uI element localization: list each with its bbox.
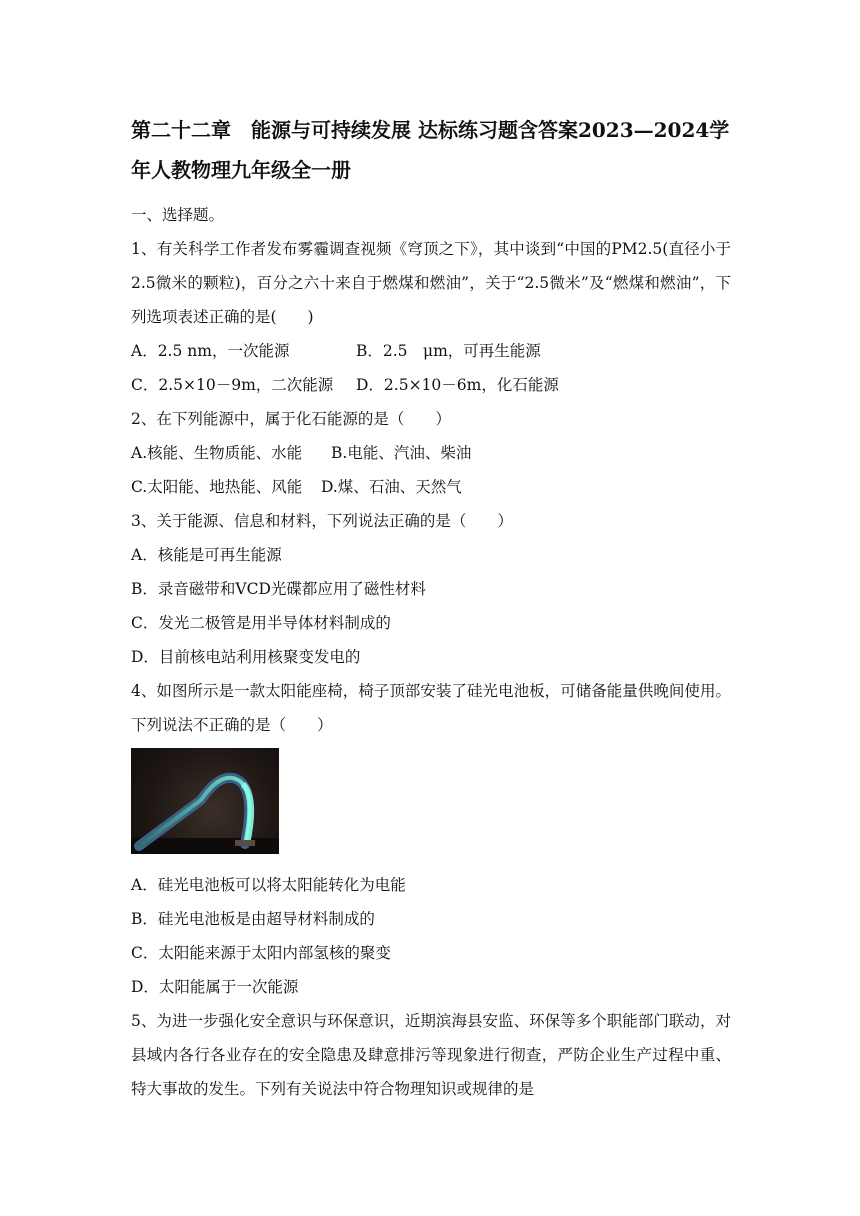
question-2-options-row-2: [131, 470, 731, 504]
question-1-option-c: C．2.5×10－9m，二次能源: [131, 376, 334, 394]
question-2-option-b: B.电能、汽油、柴油: [331, 444, 472, 462]
section-heading: 一、选择题。: [131, 206, 225, 224]
question-3-option-a: A．核能是可再生能源: [131, 546, 282, 564]
question-3-option-d: D．目前核电站利用核聚变发电的: [131, 648, 361, 666]
question-1-option-d: D．2.5×10－6m，化石能源: [356, 376, 559, 394]
document-title: 第二十二章 能源与可持续发展 达标练习题含答案2023—2024学年人教物理九年级全一册: [131, 118, 730, 182]
question-1-options-row-2: [131, 368, 731, 402]
question-4-option-d: D．太阳能属于一次能源: [131, 978, 299, 996]
question-2-stem: 2、在下列能源中，属于化石能源的是（ ）: [131, 410, 451, 428]
document-body: [131, 110, 731, 1106]
question-4-option-c: C．太阳能来源于太阳内部氢核的聚变: [131, 944, 391, 962]
question-3-option-b: B．录音磁带和VCD光碟都应用了磁性材料: [131, 580, 426, 598]
question-2-option-a: A.核能、生物质能、水能: [131, 444, 303, 462]
question-5-stem: 5、为进一步强化安全意识与环保意识，近期滨海县安监、环保等多个职能部门联动，对县域内各行各业存在的安全隐患及肆意排污等现象进行彻查，严防企业生产过程中重、特大事故的发生。下列有关说法中符合物理知识或规律的是: [131, 1012, 731, 1098]
question-1-stem: 1、有关科学工作者发布雾霾调查视频《穹顶之下》，其中谈到“中国的PM2.5(直径小于2.5微米的颗粒)，百分之六十来自于燃煤和燃油”，关于“2.5微米”及“燃煤和燃油”，下列选项表述正确的是( ): [131, 240, 731, 326]
question-2-options-row-1: [131, 436, 731, 470]
question-2-option-c: C.太阳能、地热能、风能: [131, 478, 303, 496]
question-1-option-a: A．2.5 nm，一次能源: [131, 342, 290, 360]
solar-chair-photo: [131, 748, 279, 854]
question-2-option-d: D.煤、石油、天然气: [321, 478, 462, 496]
question-3-option-c: C．发光二极管是用半导体材料制成的: [131, 614, 391, 632]
question-4-option-b: B．硅光电池板是由超导材料制成的: [131, 910, 375, 928]
question-3-stem: 3、关于能源、信息和材料，下列说法正确的是（ ）: [131, 512, 513, 530]
question-1-options-row-1: [131, 334, 731, 368]
question-4-stem: 4、如图所示是一款太阳能座椅，椅子顶部安装了硅光电池板，可储备能量供晚间使用。下列说法不正确的是（ ）: [131, 682, 731, 734]
question-1-option-b: B．2.5 μm，可再生能源: [356, 342, 541, 360]
solar-chair-illustration: [131, 748, 279, 854]
question-4-option-a: A．硅光电池板可以将太阳能转化为电能: [131, 876, 406, 894]
